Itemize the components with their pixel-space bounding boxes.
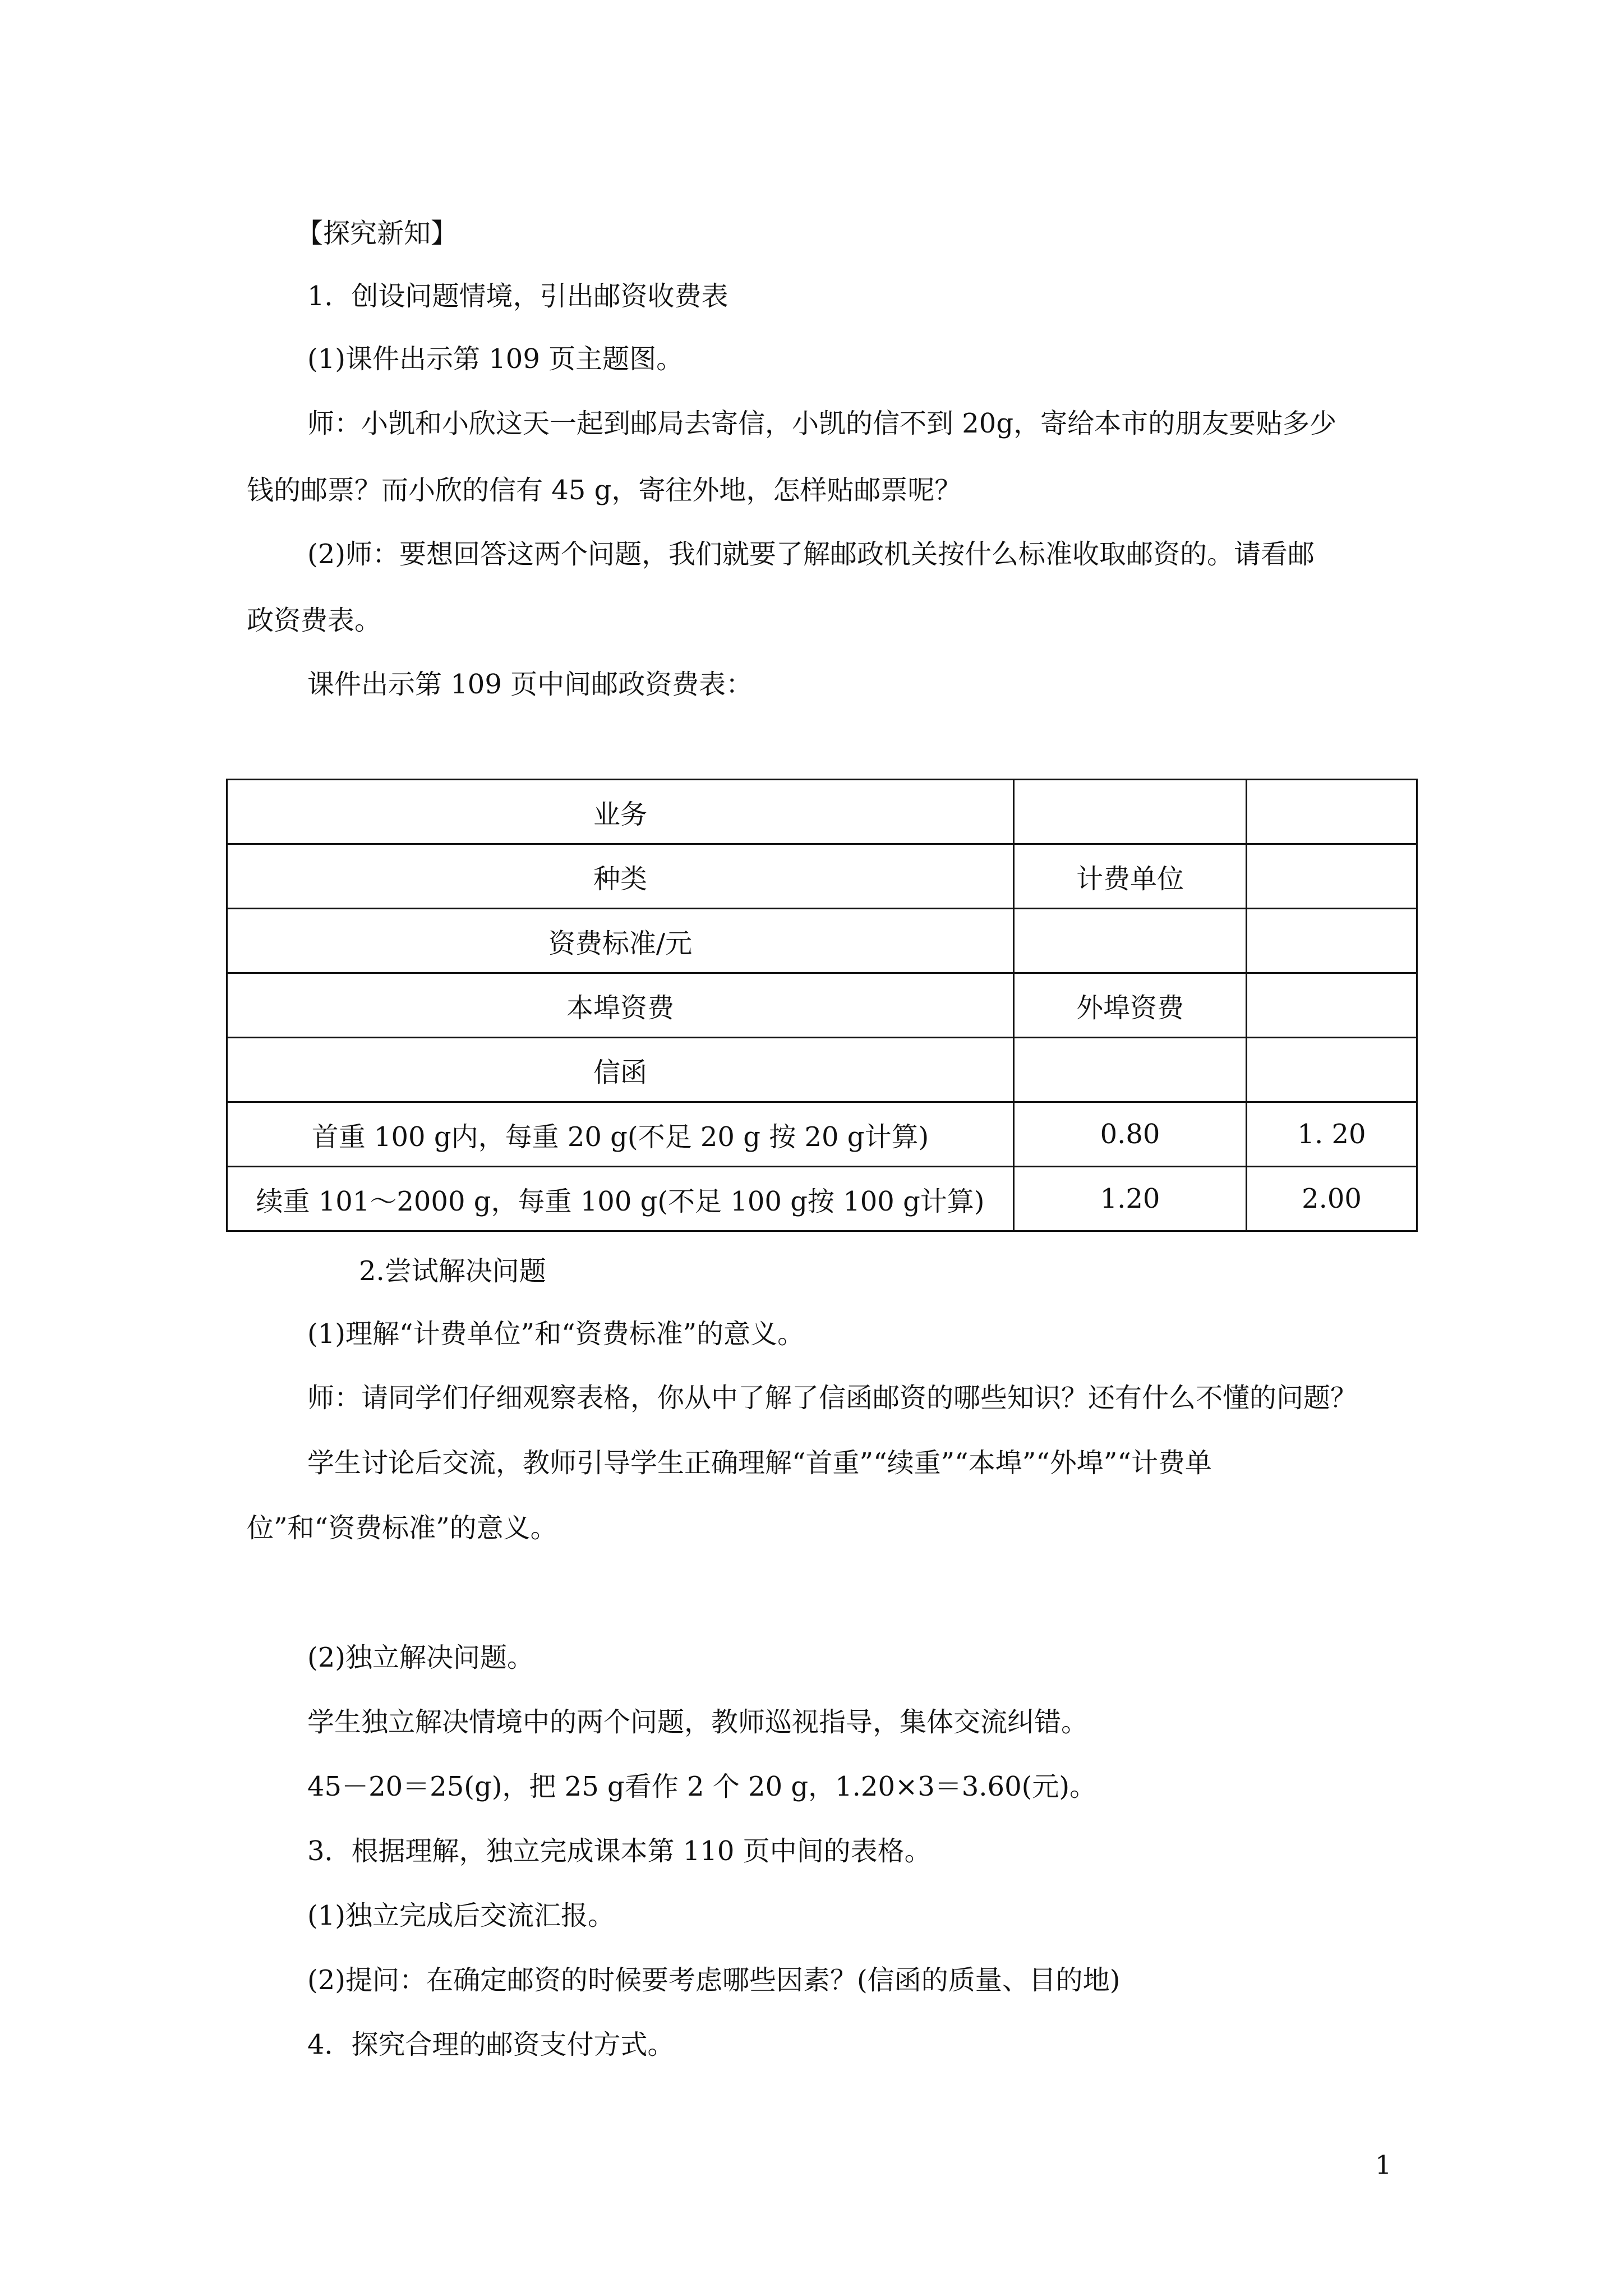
table-row [227, 844, 1417, 909]
paragraph: 钱的邮票？而小欣的信有 45 g，寄往外地，怎样贴邮票呢？ [247, 475, 962, 506]
paragraph: 师：请同学们仔细观察表格，你从中了解了信函邮资的哪些知识？还有什么不懂的问题？ [307, 1382, 1358, 1414]
table-cell: 1.20 [1014, 1167, 1247, 1231]
paragraph: (1)独立完成后交流汇报。 [307, 1900, 615, 1931]
page-number: 1 [1375, 2150, 1392, 2180]
paragraph: 师：小凯和小欣这天一起到邮局去寄信，小凯的信不到 20g，寄给本市的朋友要贴多少 [307, 408, 1337, 439]
table-cell [1014, 909, 1247, 973]
paragraph: 政资费表。 [247, 605, 382, 636]
table-cell: 首重 100 g内，每重 20 g(不足 20 g 按 20 g计算) [227, 1102, 1014, 1167]
paragraph: 学生讨论后交流，教师引导学生正确理解“首重”“续重”“本埠”“外埠”“计费单 [307, 1447, 1212, 1479]
table-cell: 资费标准/元 [227, 909, 1014, 973]
paragraph: (1)课件出示第 109 页主题图。 [307, 343, 684, 375]
table-cell: 种类 [227, 844, 1014, 909]
table-row [227, 780, 1417, 844]
table-row [227, 1102, 1417, 1167]
table-cell: 续重 101～2000 g，每重 100 g(不足 100 g按 100 g计算) [227, 1167, 1014, 1231]
table-cell: 信函 [227, 1038, 1014, 1102]
paragraph: (2)师：要想回答这两个问题，我们就要了解邮政机关按什么标准收取邮资的。请看邮 [307, 539, 1315, 570]
paragraph: 学生独立解决情境中的两个问题，教师巡视指导，集体交流纠错。 [307, 1706, 1089, 1738]
table-cell [1014, 1038, 1247, 1102]
table-cell: 1. 20 [1247, 1102, 1417, 1167]
paragraph: (2)独立解决问题。 [307, 1642, 534, 1673]
paragraph: (2)提问：在确定邮资的时候要考虑哪些因素？(信函的质量、目的地) [307, 1964, 1121, 1996]
postage-rate-table [226, 779, 1418, 1232]
step-1-heading: 1．创设问题情境，引出邮资收费表 [307, 280, 728, 312]
calculation: 45－20＝25(g)，把 25 g看作 2 个 20 g，1.20×3＝3.60(元)。 [307, 1771, 1097, 1802]
table-row [227, 973, 1417, 1038]
table-cell: 计费单位 [1014, 844, 1247, 909]
table-cell [1247, 1038, 1417, 1102]
table-cell: 0.80 [1014, 1102, 1247, 1167]
table-cell [1247, 844, 1417, 909]
table-cell [1247, 909, 1417, 973]
step-3-heading: 3．根据理解，独立完成课本第 110 页中间的表格。 [307, 1835, 932, 1867]
table-cell: 本埠资费 [227, 973, 1014, 1038]
table-row [227, 1038, 1417, 1102]
paragraph: (1)理解“计费单位”和“资费标准”的意义。 [307, 1318, 805, 1350]
table-cell [1247, 973, 1417, 1038]
table-row [227, 1167, 1417, 1231]
paragraph: 位”和“资费标准”的意义。 [247, 1512, 557, 1544]
table-cell: 业务 [227, 780, 1014, 844]
step-4-heading: 4．探究合理的邮资支付方式。 [307, 2029, 675, 2060]
step-2-heading: 2.尝试解决问题 [359, 1255, 546, 1287]
table-cell: 2.00 [1247, 1167, 1417, 1231]
table-row [227, 909, 1417, 973]
table-cell: 外埠资费 [1014, 973, 1247, 1038]
table-cell [1247, 780, 1417, 844]
table-caption: 课件出示第 109 页中间邮政资费表： [307, 669, 753, 700]
section-heading: 【探究新知】 [296, 218, 458, 249]
table-cell [1014, 780, 1247, 844]
